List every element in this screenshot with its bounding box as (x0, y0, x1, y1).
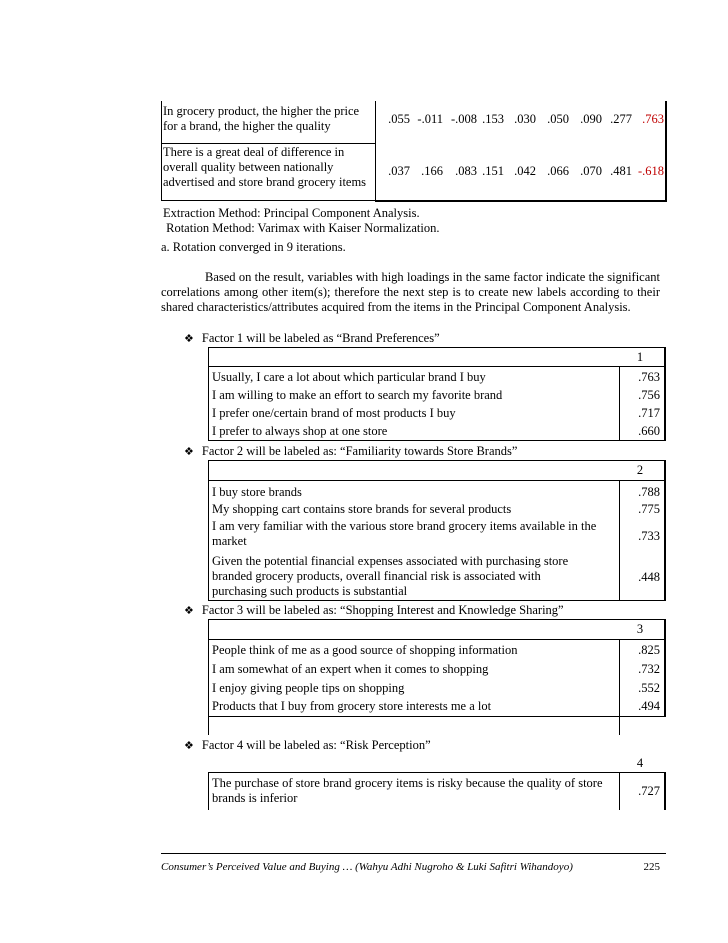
diamond-bullet-icon: ❖ (184, 332, 194, 345)
factor-1-item: I prefer one/certain brand of most products I buy (212, 406, 456, 420)
factor-3-value: .732 (638, 662, 660, 676)
matrix-row-item: In grocery product, the higher the price for a brand, the higher the quality (163, 104, 360, 133)
loading-value: .277 (610, 112, 632, 126)
factor-3-item: I enjoy giving people tips on shopping (212, 681, 405, 695)
loading-value: -.008 (450, 112, 477, 126)
body-paragraph: Based on the result, variables with high loadings in the same factor indicate the significant correlations among other item(s); therefore the next step is to create new labels according to their shared characteristics/attributes acquired from the items in the Principal Component Analysis. (161, 270, 660, 314)
loading-value-highlighted: .763 (642, 112, 664, 126)
factor-3-header-row (208, 619, 666, 640)
matrix-bottom-rule (161, 200, 375, 201)
matrix-row-divider (161, 143, 375, 144)
factor-2-column-header: 2 (636, 463, 644, 477)
running-title: Consumer’s Perceived Value and Buying … (Wahyu Adhi Nugroho & Luki Safitri Wihandoyo) (161, 861, 573, 873)
loading-value: .055 (388, 112, 410, 126)
factor-3-item: Products that I buy from grocery store interests me a lot (212, 699, 492, 713)
factor-1-value: .660 (638, 424, 660, 438)
factor-3-value: .552 (638, 681, 660, 695)
loading-value: .151 (482, 164, 504, 178)
extraction-method-note: Extraction Method: Principal Component Analysis. (163, 206, 420, 220)
factor-3-value: .825 (638, 643, 660, 657)
rotation-method-note: Rotation Method: Varimax with Kaiser Normalization. (163, 221, 440, 235)
factor-1-value: .763 (638, 370, 660, 384)
factor-2-value: .788 (638, 485, 660, 499)
factor-1-value: .756 (638, 388, 660, 402)
loading-value: .153 (482, 112, 504, 126)
factor-1-item: I prefer to always shop at one store (212, 424, 388, 438)
factor-2-heading: ❖ Factor 2 will be labeled as: “Familiarity towards Store Brands” (184, 444, 518, 458)
loading-value: .070 (580, 164, 602, 178)
loading-value: .166 (421, 164, 443, 178)
factor-2-value: .775 (638, 502, 660, 516)
diamond-bullet-icon: ❖ (184, 604, 194, 617)
factor-4-value: .727 (638, 784, 660, 798)
loading-value-highlighted: -.618 (637, 164, 664, 178)
loading-value: .083 (455, 164, 477, 178)
loading-value: .050 (547, 112, 569, 126)
factor-1-item: Usually, I care a lot about which particular brand I buy (212, 370, 486, 384)
factor-3-item: People think of me as a good source of shopping information (212, 643, 518, 657)
loading-value: .030 (514, 112, 536, 126)
factor-1-item: I am willing to make an effort to search my favorite brand (212, 388, 503, 402)
factor-4-header-row (208, 753, 666, 773)
rotation-converged-note: a. Rotation converged in 9 iterations. (161, 240, 346, 254)
factor-3-item: I am somewhat of an expert when it comes to shopping (212, 662, 489, 676)
factor-3-column-header: 3 (636, 622, 644, 636)
diamond-bullet-icon: ❖ (184, 445, 194, 458)
loading-value: .090 (580, 112, 602, 126)
loading-value: .481 (610, 164, 632, 178)
factor-4-item: The purchase of store brand grocery items is risky because the quality of store brands is inferior (212, 776, 603, 805)
factor-2-item: Given the potential financial expenses associated with purchasing store branded grocery products, overall financial risk is associated with purchasing such products is substantial (212, 554, 569, 598)
factor-2-item: My shopping cart contains store brands for several products (212, 502, 512, 516)
factor-3-heading: ❖ Factor 3 will be labeled as: “Shopping Interest and Knowledge Sharing” (184, 603, 564, 617)
factor-2-value: .448 (638, 570, 660, 584)
footer-rule (161, 853, 666, 854)
factor-4-heading: ❖ Factor 4 will be labeled as: “Risk Perception” (184, 738, 431, 752)
factor-1-header-row (208, 347, 666, 367)
loading-value: .037 (388, 164, 410, 178)
factor-1-value: .717 (638, 406, 660, 420)
loading-value: .066 (547, 164, 569, 178)
factor-2-value: .733 (638, 529, 660, 543)
factor-2-item: I am very familiar with the various store brand grocery items available in the market (212, 519, 597, 548)
factor-2-header-row (208, 460, 666, 481)
factor-3-value: .494 (638, 699, 660, 713)
matrix-left-border (161, 101, 162, 201)
loading-value: .042 (514, 164, 536, 178)
factor-1-column-header: 1 (636, 350, 644, 364)
factor-2-item: I buy store brands (212, 485, 302, 499)
matrix-row-item: There is a great deal of difference in overall quality between nationally advertised and store brand grocery items (163, 145, 367, 189)
page-number: 225 (643, 861, 660, 873)
loading-value: -.011 (417, 112, 443, 126)
factor-1-heading: ❖ Factor 1 will be labeled as “Brand Preferences” (184, 331, 440, 345)
factor-4-column-header: 4 (636, 756, 644, 770)
diamond-bullet-icon: ❖ (184, 739, 194, 752)
